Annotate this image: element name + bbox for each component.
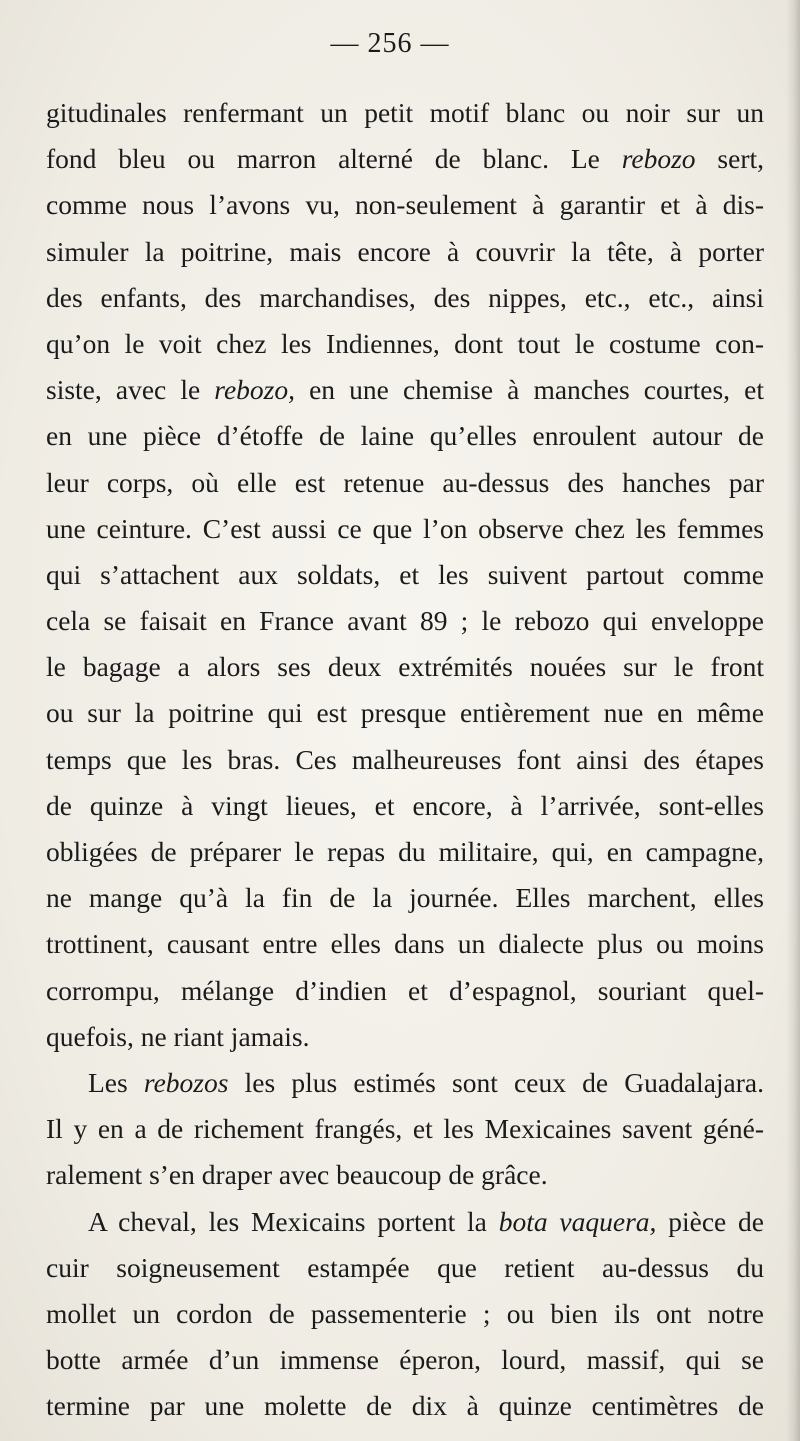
text-line (46, 321, 764, 367)
text-line (46, 136, 764, 182)
text-run: de quinze à vingt lieues, et encore, à l’arrivée, sont-elles (46, 789, 764, 821)
text-line (46, 968, 764, 1014)
text-run: mollet un cordon de passementerie ; ou bien ils ont notre (46, 1297, 764, 1329)
text-line (46, 1199, 764, 1245)
text-line (46, 875, 764, 921)
text-run: pièce de (656, 1205, 764, 1237)
body-text (46, 90, 764, 1429)
text-run: en une chemise à manches courtes, et (295, 374, 764, 406)
text-run: Les (88, 1066, 144, 1098)
text-run: une ceinture. C’est aussi ce que l’on observe chez les femmes (46, 512, 764, 544)
text-line (46, 921, 764, 967)
text-run: termine par une molette de dix à quinze centimètres de (46, 1390, 764, 1422)
text-line (46, 829, 764, 875)
page-number: — 256 — (330, 28, 450, 59)
text-line (46, 367, 764, 413)
text-run: temps que les bras. Ces malheureuses font ainsi des étapes (46, 743, 764, 775)
text-line (46, 598, 764, 644)
text-run: en une pièce d’étoffe de laine qu’elles enroulent autour de (46, 420, 764, 452)
text-line (46, 460, 764, 506)
text-line (46, 1106, 764, 1152)
text-run: ne mange qu’à la fin de la journée. Elles marchent, elles (46, 882, 764, 914)
text-line (46, 1152, 764, 1198)
text-run: Il y en a de richement frangés, et les Mexicaines savent géné- (46, 1113, 764, 1145)
text-line (46, 182, 764, 228)
text-line (46, 506, 764, 552)
italic-term: rebozo, (214, 374, 295, 406)
text-run: les plus estimés sont ceux de Guadalajara. (228, 1066, 764, 1098)
text-run: qui s’attachent aux soldats, et les suivent partout comme (46, 558, 764, 590)
text-line (46, 229, 764, 275)
text-run: ralement s’en draper avec beaucoup de grâce. (46, 1159, 548, 1191)
text-run: gitudinales renfermant un petit motif blanc ou noir sur un (46, 97, 764, 128)
text-line (46, 1014, 764, 1060)
text-run: botte armée d’un immense éperon, lourd, massif, qui se (46, 1344, 764, 1376)
text-run: qu’on le voit chez les Indiennes, dont tout le costume con- (46, 327, 764, 359)
text-run: A cheval, les Mexicains portent la (88, 1205, 499, 1237)
text-line (46, 783, 764, 829)
text-line (46, 1383, 764, 1429)
text-run: le bagage a alors ses deux extrémités nouées sur le front (46, 651, 764, 683)
text-line (46, 1337, 764, 1383)
italic-term: rebozos (143, 1066, 229, 1098)
italic-term: bota vaquera, (498, 1205, 657, 1237)
text-line (46, 644, 764, 690)
text-run: des enfants, des marchandises, des nippes, etc., etc., ainsi (46, 281, 764, 313)
text-line (46, 90, 764, 136)
text-run: sert, (695, 143, 764, 175)
text-run: corrompu, mélange d’indien et d’espagnol, souriant quel- (46, 974, 764, 1006)
text-run: leur corps, où elle est retenue au-dessus des hanches par (46, 466, 764, 498)
text-line (46, 1291, 764, 1337)
text-run: siste, avec le (46, 374, 215, 406)
text-line (46, 552, 764, 598)
text-run: cela se faisait en France avant 89 ; le rebozo qui enveloppe (46, 605, 764, 637)
text-run: ou sur la poitrine qui est presque entièrement nue en même (46, 697, 764, 729)
text-line (46, 737, 764, 783)
text-run: comme nous l’avons vu, non-seulement à garantir et à dis- (46, 189, 764, 221)
text-line (46, 275, 764, 321)
text-run: cuir soigneusement estampée que retient au-dessus du (46, 1251, 764, 1283)
text-run: quefois, ne riant jamais. (46, 1020, 310, 1052)
text-line (46, 413, 764, 459)
text-run: trottinent, causant entre elles dans un dialecte plus ou moins (46, 928, 764, 960)
italic-term: rebozo (621, 143, 696, 175)
page-edge-shadow (786, 0, 800, 1441)
text-run: obligées de préparer le repas du militaire, qui, en campagne, (46, 836, 764, 867)
text-line (46, 1245, 764, 1291)
text-run: fond bleu ou marron alterné de blanc. Le (46, 143, 622, 175)
text-run: simuler la poitrine, mais encore à couvrir la tête, à porter (46, 235, 764, 267)
text-line (46, 1060, 764, 1106)
text-line (46, 690, 764, 736)
